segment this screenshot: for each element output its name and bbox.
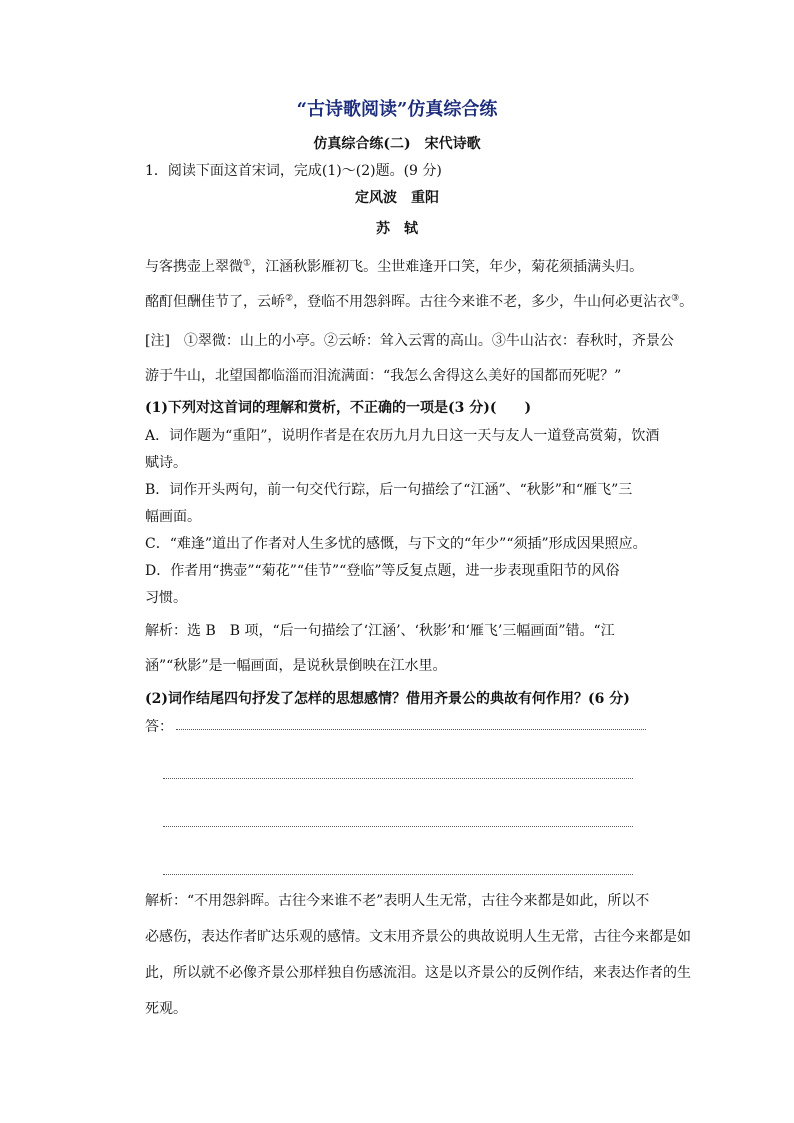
poem-line-2-b: ，登临不用怨斜晖。古往今来谁不老，多少，牛山何必更沾衣 [293, 294, 672, 310]
answer-line-2[interactable] [163, 778, 633, 779]
sub2-analysis-line-3: 此，所以就不必像齐景公那样独自伤感流泪。这是以齐景公的反例作结，来表达作者的生 [145, 965, 691, 981]
answer-line-4[interactable] [163, 874, 633, 875]
poem-line-1 [145, 256, 675, 276]
option-b-line-1: B．词作开头两句，前一句交代行踪，后一句描绘了“江涵”、“秋影”和“雁飞”三 [145, 482, 633, 498]
sub2-analysis-line-1: 解析：“不用怨斜晖。古往今来谁不老”表明人生无常，古往今来都是如此，所以不 [145, 893, 650, 909]
note-marker-2: ② [285, 293, 294, 304]
answer-line-3[interactable] [163, 826, 633, 827]
answer-line-1[interactable] [176, 729, 646, 730]
option-d-line-1: D．作者用“携壶”“菊花”“佳节”“登临”等反复点题，进一步表现重阳节的风俗 [145, 563, 620, 579]
sub2-analysis-line-2: 必感伤，表达作者旷达乐观的感情。文末用齐景公的典故说明人生无常，古往今来都是如 [145, 929, 691, 945]
document-title: “古诗歌阅读”仿真综合练 [296, 99, 498, 120]
option-d-line-2: 习惯。 [145, 590, 187, 606]
sub1-prompt: (1)下列对这首词的理解和赏析，不正确的一项是(3 分)( ) [145, 400, 532, 416]
poem-line-2-c: 。 [679, 294, 694, 310]
option-a-line-2: 赋诗。 [145, 455, 187, 471]
option-c: C．“难逢”道出了作者对人生多忧的感慨，与下文的“年少”“须插”形成因果照应。 [145, 536, 647, 552]
poem-author: 苏 轼 [376, 221, 418, 237]
answer-label: 答： [145, 719, 173, 735]
note-marker-3: ③ [671, 293, 680, 304]
sub2-prompt: (2)词作结尾四句抒发了怎样的思想感情？借用齐景公的典故有何作用？(6 分) [145, 691, 630, 707]
poem-title: 定风波 重阳 [355, 190, 439, 206]
poem-line-1-b: ，江涵秋影雁初飞。尘世难逢开口笑，年少，菊花须插满头归。 [251, 259, 644, 275]
poem-line-2 [145, 291, 694, 311]
question-intro: 1．阅读下面这首宋词，完成(1)～(2)题。(9 分) [145, 163, 442, 179]
option-b-line-2: 幅画面。 [145, 509, 201, 525]
section-subtitle: 仿真综合练(二) 宋代诗歌 [313, 136, 481, 152]
annotation-line-2: 游于牛山，北望国都临淄而泪流满面：“我怎么舍得这么美好的国都而死呢？” [145, 368, 622, 384]
poem-line-1-a: 与客携壶上翠微 [145, 259, 243, 275]
sub1-analysis-line-2: 涵”“秋影”是一幅画面，是说秋景倒映在江水里。 [145, 658, 447, 674]
option-a-line-1: A．词作题为“重阳”，说明作者是在农历九月九日这一天与友人一道登高赏菊，饮酒 [145, 428, 660, 444]
annotation-line-1: [注] ①翠微：山上的小亭。②云峤：耸入云霄的高山。③牛山沾衣：春秋时，齐景公 [145, 333, 674, 349]
sub1-analysis-line-1: 解析：选 B B 项，“后一句描绘了‘江涵’、‘秋影’和‘雁飞’三幅画面”错。“江 [145, 623, 615, 639]
note-marker-1: ① [243, 258, 252, 269]
sub2-analysis-line-4: 死观。 [145, 1001, 187, 1017]
poem-line-2-a: 酩酊但酬佳节了，云峤 [145, 294, 285, 310]
